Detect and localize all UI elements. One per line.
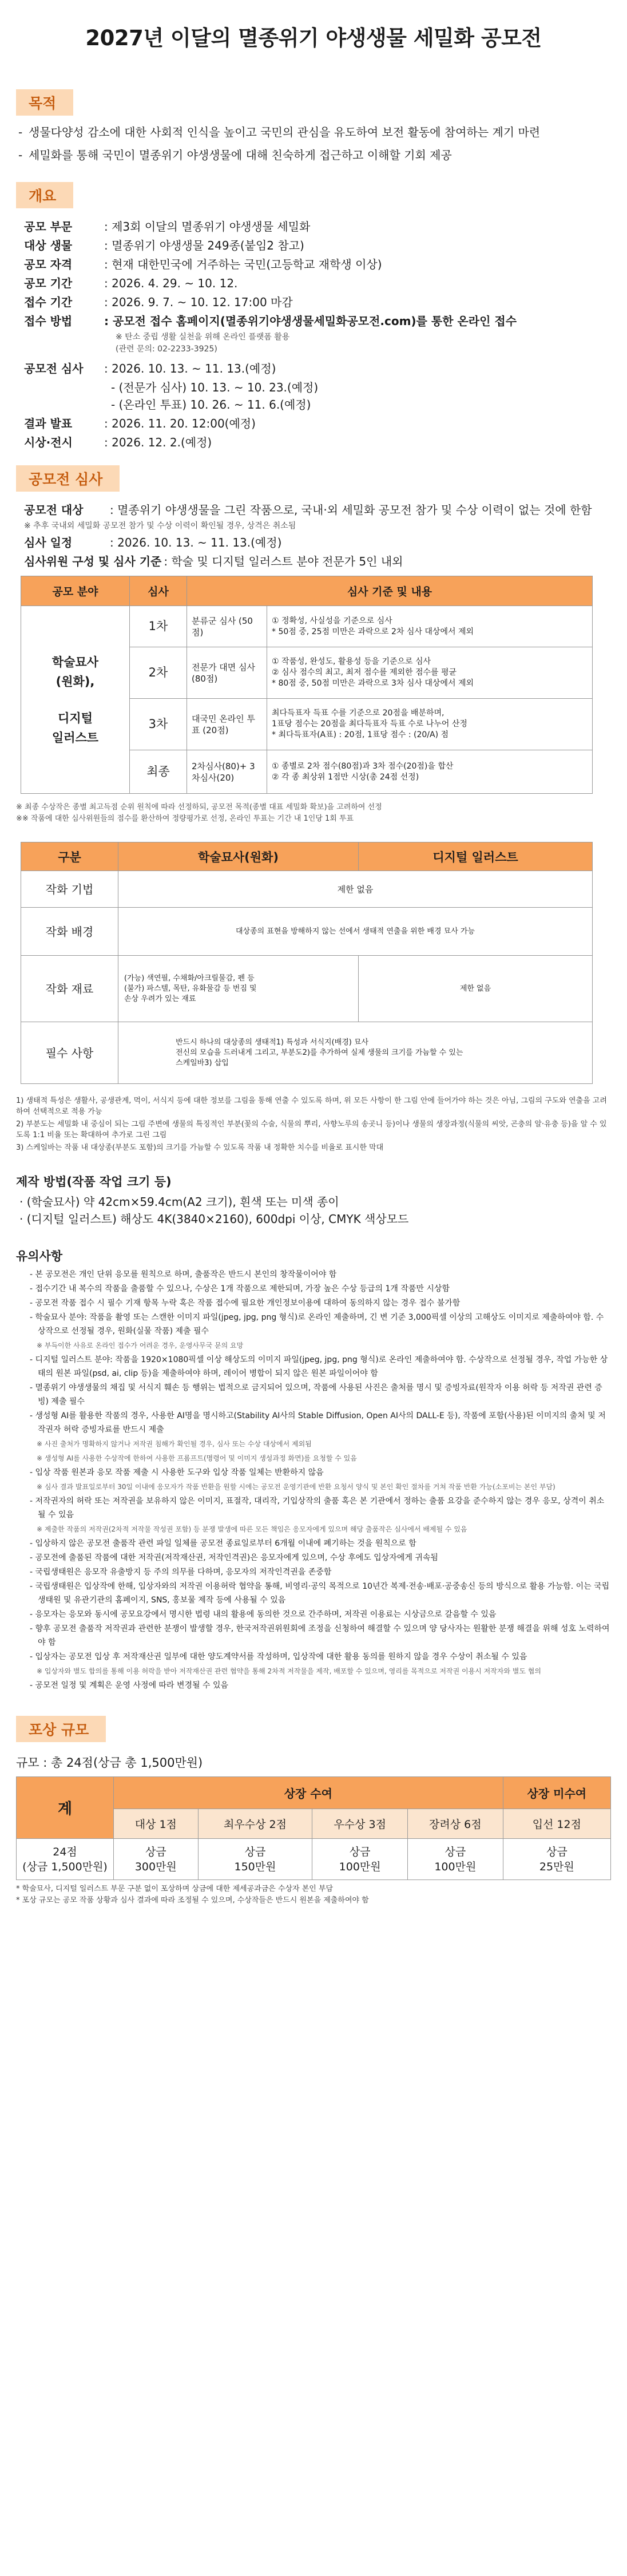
prize-notes: * 학술묘사, 디지털 일러스트 부문 구분 없이 포상하며 상금에 대한 제세공과금은 수상자 본인 부담 * 포상 규모는 공모 작품 상황과 심사 결과에 따라 조정될 수 있으며, 수상작들은 반드시 원본을 제출하여야 함 (16, 1885, 369, 1905)
overview-row: 대상 생물 : 멸종위기 야생생물 249종(붙임2 참고) (24, 239, 304, 252)
table-header: 공모 분야 (21, 576, 130, 606)
category-compare-table (21, 842, 593, 1084)
overview-row: 접수 방법 : 공모전 접수 홈페이지(멸종위기야생생물세밀화공모전.com)를 통한 온라인 접수 (24, 314, 517, 328)
prize-grade: 입선 12점 (503, 1809, 610, 1839)
method-cell: 분류군 심사 (50점) (187, 606, 267, 647)
overview-row: 결과 발표 : 2026. 11. 20. 12:00(예정) (24, 417, 256, 430)
caution-item: - 응모자는 응모와 동시에 공모요강에서 명시한 법령 내의 활용에 동의한 것으로 간주하며, 저작권 이용료는 시상금으로 갈음할 수 있음 (30, 1610, 497, 1619)
caution-item: - 저작권자의 허락 또는 저작권을 보유하지 않은 이미지, 표절작, 대리작, 기입상작의 출품 혹은 본 기관에서 정하는 출품 요강을 준수하지 않는 경우 응모, 상격이 취소될 수 있음 (30, 1497, 605, 1520)
caution-item: - 입상하지 않은 공모전 출품작 관련 파일 일체를 공모전 종료일로부터 6개월 이내에 폐기하는 것을 원칙으로 함 (30, 1539, 416, 1548)
overview-row: 시상·전시 : 2026. 12. 2.(예정) (24, 436, 212, 449)
stage-cell: 최종 (130, 750, 187, 794)
row-value: 제한 없음 (118, 871, 593, 908)
caution-item: - 생성형 AI를 활용한 작품의 경우, 사용한 AI명을 명시하고(Stability AI사의 Stable Diffusion, Open AI사의 DALL-E 등), 작품에 포함(사용)된 이미지의 출처 및 저작권자 허락 증빙자료를 반드시 제출 (30, 1411, 606, 1434)
caution-item: - 국립생태원은 입상작에 한해, 입상자와의 저작권 이용허락 협약을 통해, 비영리·공익 목적으로 10년간 복제·전송·배포·공중송신 등의 방식으로 활용 가능함. 이는 국립생태원 및 유관기관의 홈페이지, SNS, 홍보물 제작 등에 사용될 수 있음 (30, 1582, 610, 1605)
prize-grade: 대상 1점 (114, 1809, 199, 1839)
table-header: 심사 기준 및 내용 (187, 576, 593, 606)
page-title: 2027년 이달의 멸종위기 야생생물 세밀화 공모전 (85, 26, 542, 50)
caution-item: - 본 공모전은 개인 단위 응모를 원칙으로 하며, 출품작은 반드시 본인의 창작물이어야 함 (30, 1270, 337, 1279)
field-cell: 학술묘사 (원화), 디지털 일러스트 (21, 606, 130, 794)
table-header: 학술묘사(원화) (118, 842, 359, 871)
prize-total: 24점 (상금 1,500만원) (17, 1839, 114, 1880)
method-cell: 대국민 온라인 투표 (20점) (187, 699, 267, 750)
caution-item: - 입상자는 공모전 입상 후 저작재산권 일부에 대한 양도계약서를 작성하며, 입상작에 대한 활용 동의를 원하지 않을 경우 수상이 취소될 수 있음 (30, 1652, 527, 1661)
row-label: 작화 배경 (21, 908, 118, 956)
caution-item: - 국립생태원은 응모작 유출방지 등 주의 의무를 다하며, 응모자의 저작인격권을 존중함 (30, 1568, 332, 1577)
prize-scale: 규모 : 총 24점(상금 총 1,500만원) (16, 1756, 203, 1770)
caution-item: - 학술묘사 분야: 작품을 촬영 또는 스캔한 이미지 파일(jpeg, jpg, png 형식)로 온라인 제출하며, 긴 변 기준 3,000픽셀 이상의 고해상도 이미지로 제출하여야 함. 수상작으로 선정될 경우, 원화(실물 작품) 제출 필수 (30, 1313, 604, 1336)
judging-table (21, 576, 593, 794)
purpose-item: - 생물다양성 감소에 대한 사회적 인식을 높이고 국민의 관심을 유도하여 보전 활동에 참여하는 계기 마련 (18, 125, 541, 139)
contact-note: (관련 문의: 02-2233-3925) (116, 345, 217, 354)
caution-item: ※ 제출한 작품의 저작권(2차적 저작물 작성권 포함) 등 분쟁 발생에 따른 모든 책임은 응모자에게 있으며 해당 출품작은 심사에서 배제될 수 있음 (37, 1525, 467, 1533)
overview-row: 공모 기간 : 2026. 4. 29. ~ 10. 12. (24, 276, 238, 290)
spec-heading: 제작 방법(작품 작업 크기 등) (16, 1175, 172, 1189)
prize-grade: 장려상 6점 (408, 1809, 503, 1839)
judging-notes: ※ 최종 수상작은 종별 최고득점 순위 원칙에 따라 선정하되, 공모전 목적(종별 대표 세밀화 확보)을 고려하여 선정 ※※ 작품에 대한 심사위원들의 점수를 환산하여 정량평가로 선정, 온라인 투표는 기간 내 1인당 1회 투표 (16, 803, 382, 823)
prize-table (16, 1776, 611, 1880)
prize-grade: 최우수상 2점 (198, 1809, 312, 1839)
section-purpose-heading: 목적 (16, 89, 73, 116)
purpose-list (16, 124, 611, 164)
table-header: 계 (17, 1777, 114, 1839)
method-note: ※ 탄소 중립 생활 실천을 위해 온라인 플랫폼 활용 (116, 333, 290, 342)
table-header: 디지털 일러스트 (359, 842, 593, 871)
desc-cell: ① 종별로 2차 점수(80점)과 3차 점수(20점)을 합산 ② 각 종 최상위 1점만 시상(총 24점 선정) (267, 750, 593, 794)
overview-row: 공모 자격 : 현재 대한민국에 거주하는 국민(고등학교 재학생 이상) (24, 258, 382, 271)
caution-item: ※ 입상자와 별도 합의를 통해 이용 허락을 받아 저작재산권 관련 협약을 통해 2차적 저작물을 제작, 배포할 수 있으며, 영리를 목적으로 저작권 이용시 저작자와 별도 협의 (37, 1667, 541, 1675)
prize-grade: 우수상 3점 (312, 1809, 408, 1839)
caution-item: - 향후 공모전 출품작 저작권과 관련한 분쟁이 발생할 경우, 한국저작권위원회에 조정을 신청하여 해결할 수 있으며 양 당사자는 원활한 분쟁 해결을 위해 성호 노력하여야 함 (30, 1624, 610, 1647)
stage-cell: 1차 (130, 606, 187, 647)
caution-item: - 디지털 일러스트 분야: 작품을 1920×1080픽셀 이상 해상도의 이미지 파일(jpeg, jpg, png 형식)로 온라인 제출하여야 함. 수상작으로 선정될 경우, 작업 가능한 상태의 원본 파일(psd, ai, clip 등)을 제출하여야 하며, 레이어 병합이 되지 않은 원본 파일이어야 함 (30, 1355, 608, 1378)
prize-amount: 상금 100만원 (408, 1839, 503, 1880)
row-value: 반드시 하나의 대상종의 생태적1) 특성과 서식지(배경) 묘사 전신의 모습을 드러내게 그리고, 부분도2)를 추가하여 실제 생물의 크기를 가늠할 수 있는 스케일바3) 삽입 (118, 1022, 593, 1084)
prize-amount: 상금 150만원 (198, 1839, 312, 1880)
table-header: 구분 (21, 842, 118, 871)
caution-list (16, 1268, 611, 1692)
row-value: 제한 없음 (359, 956, 593, 1022)
method-cell: 2차심사(80)+ 3차심사(20) (187, 750, 267, 794)
section-judging-heading: 공모전 심사 (16, 465, 120, 492)
method-cell: 전문가 대면 심사 (80점) (187, 647, 267, 699)
stage-cell: 3차 (130, 699, 187, 750)
overview-row: 공모 부문 : 제3회 이달의 멸종위기 야생생물 세밀화 (24, 220, 311, 234)
overview-list (16, 218, 611, 451)
caution-item: - 접수기간 내 복수의 작품을 출품할 수 있으나, 수상은 1개 작품으로 제한되며, 가장 높은 수상 등급의 1개 작품만 시상함 (30, 1284, 450, 1293)
period-sub: - (전문가 심사) 10. 13. ~ 10. 23.(예정) (111, 381, 319, 394)
section-prize-heading: 포상 규모 (16, 1716, 106, 1742)
row-value: 대상종의 표현을 방해하지 않는 선에서 생태적 연출을 위한 배경 묘사 가능 (118, 908, 593, 956)
caution-item: - 공모전 작품 접수 시 필수 기재 항목 누락 혹은 작품 접수에 필요한 개인정보이용에 대하여 동의하지 않는 경우 접수 불가함 (30, 1299, 461, 1308)
prize-amount: 상금 25만원 (503, 1839, 610, 1880)
overview-row: 접수 기간 : 2026. 9. 7. ~ 10. 12. 17:00 마감 (24, 295, 293, 309)
caution-item: - 공모전에 출품된 작품에 대한 저작권(저작재산권, 저작인격권)은 응모자에게 있으며, 수상 후에도 입상자에게 귀속됨 (30, 1553, 438, 1562)
row-label: 작화 재료 (21, 956, 118, 1022)
footnotes: 1) 생태적 특성은 생활사, 공생관계, 먹이, 서식지 등에 대한 정보를 그림을 통해 연출 수 있도록 하며, 위 모든 사항이 한 그림 안에 들어가야 하는 것은 아님, 그림의 구도와 연출을 고려하여 선택적으로 적용 가능 2) 부분도는 세밀화 내 중심이 되는 그림 주변에 생물의 특징적인 부분(꽃의 수술, 식물의 뿌리, 사향노루의 송곳니 등)이나 생물의 생장과정(식물의 씨앗, 곤충의 알·유충 등)을 알 수 있도록 1:1 비율 또는 확대하여 추가로 그린 그림 3) 스케일바는 작품 내 대상종(부분도 포함)의 크기를 가늠할 수 있도록 작품 내 정확한 치수를 비율로 표시한 막대 (16, 1097, 607, 1152)
table-header: 상장 수여 (114, 1777, 503, 1809)
caution-item: ※ 생성형 AI를 사용한 수상작에 한하여 사용한 프롬프트(명령어 및 이미지 생성과정 화면)를 요청할 수 있음 (37, 1454, 357, 1462)
period-sub: - (온라인 투표) 10. 26. ~ 11. 6.(예정) (111, 398, 311, 411)
table-header: 상장 미수여 (503, 1777, 610, 1809)
overview-row: 공모전 심사 : 2026. 10. 13. ~ 11. 13.(예정) (24, 362, 276, 375)
caution-item: - 멸종위기 야생생물의 채집 및 서식지 훼손 등 행위는 법적으로 금지되어 있으며, 작품에 사용된 사진은 출처를 명시 및 증빙자료(원작자 이용 허락 등 저작권 관련 증빙) 제출 필수 (30, 1383, 602, 1406)
row-label: 필수 사항 (21, 1022, 118, 1084)
section-overview-heading: 개요 (16, 182, 73, 208)
caution-item: ※ 심사 결과 발표일로부터 30일 이내에 응모자가 작품 반환을 원할 시에는 공모전 운영기관에 반환 요청서 양식 및 본인 확인 절차를 거쳐 작품 반환 가능(소포비는 본인 부담) (37, 1483, 555, 1491)
caution-item: ※ 부득이한 사유로 온라인 접수가 어려운 경우, 운영사무국 문의 요망 (37, 1342, 244, 1350)
desc-cell: 최다득표자 득표 수를 기준으로 20점을 배분하며, 1표당 점수는 20점을 최다득표자 득표 수로 나누어 산정 * 최다득표자(A표) : 20점, 1표당 점수 : (20/A) 점 (267, 699, 593, 750)
row-label: 작화 기법 (21, 871, 118, 908)
desc-cell: ① 작품성, 완성도, 활용성 등을 기준으로 심사 ② 심사 점수의 최고, 최저 점수를 제외한 점수를 평균 * 80점 중, 50점 미만은 과락으로 3차 심사 대상에서 제외 (267, 647, 593, 699)
stage-cell: 2차 (130, 647, 187, 699)
caution-item: - 입상 작품 원본과 응모 작품 제출 시 사용한 도구와 입상 작품 일체는 반환하지 않음 (30, 1468, 324, 1477)
spec-list: · (학술묘사) 약 42cm×59.4cm(A2 크기), 흰색 또는 미색 종이 · (디지털 일러스트) 해상도 4K(3840×2160), 600dpi 이상, CMYK 색상모드 (19, 1195, 409, 1226)
prize-amount: 상금 300만원 (114, 1839, 199, 1880)
prize-amount: 상금 100만원 (312, 1839, 408, 1880)
target-note: ※ 추후 국내외 세밀화 공모전 참가 및 수상 이력이 확인될 경우, 상격은 취소됨 (24, 521, 296, 531)
table-header: 심사 (130, 576, 187, 606)
desc-cell: ① 정확성, 사실성을 기준으로 심사 * 50점 중, 25점 미만은 과락으로 2차 심사 대상에서 제외 (267, 606, 593, 647)
caution-item: ※ 사진 출처가 명확하지 않거나 저작권 침해가 확인될 경우, 심사 또는 수상 대상에서 제외됨 (37, 1440, 312, 1448)
row-value: (가능) 색연필, 수채화/아크릴물감, 펜 등 (불가) 파스텔, 목탄, 유화물감 등 번짐 및 손상 우려가 있는 재료 (118, 956, 359, 1022)
judging-info: 공모전 대상 : 멸종위기 야생생물을 그린 작품으로, 국내·외 세밀화 공모전 참가 및 수상 이력이 없는 것에 한함 ※ 추후 국내외 세밀화 공모전 참가 및 수상 이력이 확인될 경우, 상격은 취소됨 심사 일정 : 2026. 10. 13. ~ 11. 13.(예정) 심사위원 구성 및 심사 기준 : 학술 및 디지털 일러스트 분야 전문가 5인 내외 (16, 501, 611, 570)
caution-heading: 유의사항 (16, 1249, 63, 1263)
purpose-item: - 세밀화를 통해 국민이 멸종위기 야생생물에 대해 친숙하게 접근하고 이해할 기회 제공 (18, 148, 452, 162)
caution-item: - 공모전 일정 및 계획은 운영 사정에 따라 변경될 수 있음 (30, 1681, 229, 1690)
